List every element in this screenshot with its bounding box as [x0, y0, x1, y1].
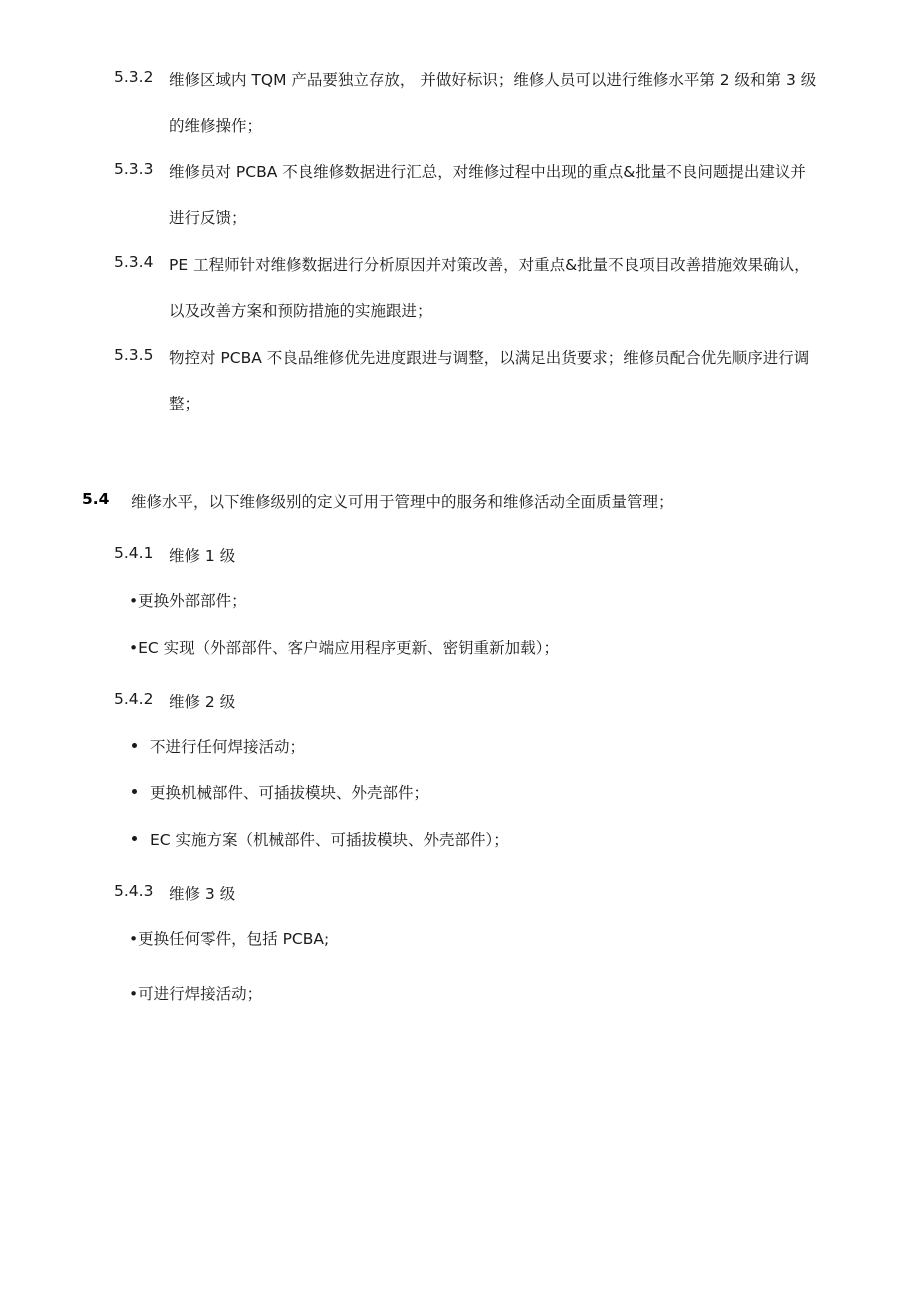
section-5-4-3-title: 维修 3 级 [169, 885, 236, 903]
list-item: •EC 实现（外部部件、客户端应用程序更新、密钥重新加载）； [129, 639, 559, 657]
section-number-5-4-2: 5.4.2 [114, 690, 154, 708]
section-5-3-4-line-2: 以及改善方案和预防措施的实施跟进； [169, 302, 433, 320]
list-item: 更换机械部件、可插拔模块、外壳部件； [150, 784, 430, 802]
section-5-3-2-line-2: 的维修操作； [169, 117, 263, 135]
section-5-3-4-line-1: PE 工程师针对维修数据进行分析原因并对策改善，对重点&批量不良项目改善措施效果确认， [169, 256, 810, 274]
section-5-3-5-line-1: 物控对 PCBA 不良品维修优先进度跟进与调整，以满足出货要求；维修员配合优先顺序进行调 [169, 349, 810, 367]
section-number-5-4-1: 5.4.1 [114, 544, 154, 562]
section-5-4-1-title: 维修 1 级 [169, 547, 236, 565]
section-number-5-3-2: 5.3.2 [114, 68, 154, 86]
section-5-3-2-line-1: 维修区域内 TQM 产品要独立存放， 并做好标识；维修人员可以进行维修水平第 2 级和第 3 级 [169, 71, 817, 89]
bullet-icon [132, 836, 137, 841]
bullet-icon [132, 743, 137, 748]
section-5-3-3-line-2: 进行反馈； [169, 209, 247, 227]
section-5-4-2-title: 维修 2 级 [169, 693, 236, 711]
list-item: •更换任何零件，包括 PCBA; [129, 930, 330, 948]
bullet-icon [132, 789, 137, 794]
section-number-5-4: 5.4 [82, 490, 110, 508]
section-5-3-3-line-1: 维修员对 PCBA 不良维修数据进行汇总，对维修过程中出现的重点&批量不良问题提出建议并 [169, 163, 806, 181]
list-item: 不进行任何焊接活动； [150, 738, 306, 756]
list-item: EC 实施方案（机械部件、可插拔模块、外壳部件）； [150, 831, 509, 849]
section-5-3-5-line-2: 整； [169, 395, 201, 413]
section-number-5-3-3: 5.3.3 [114, 160, 154, 178]
section-number-5-3-5: 5.3.5 [114, 346, 154, 364]
list-item: •可进行焊接活动； [129, 985, 263, 1003]
section-5-4-text: 维修水平，以下维修级别的定义可用于管理中的服务和维修活动全面质量管理； [131, 493, 674, 511]
section-number-5-4-3: 5.4.3 [114, 882, 154, 900]
list-item: •更换外部部件； [129, 592, 247, 610]
section-number-5-3-4: 5.3.4 [114, 253, 154, 271]
